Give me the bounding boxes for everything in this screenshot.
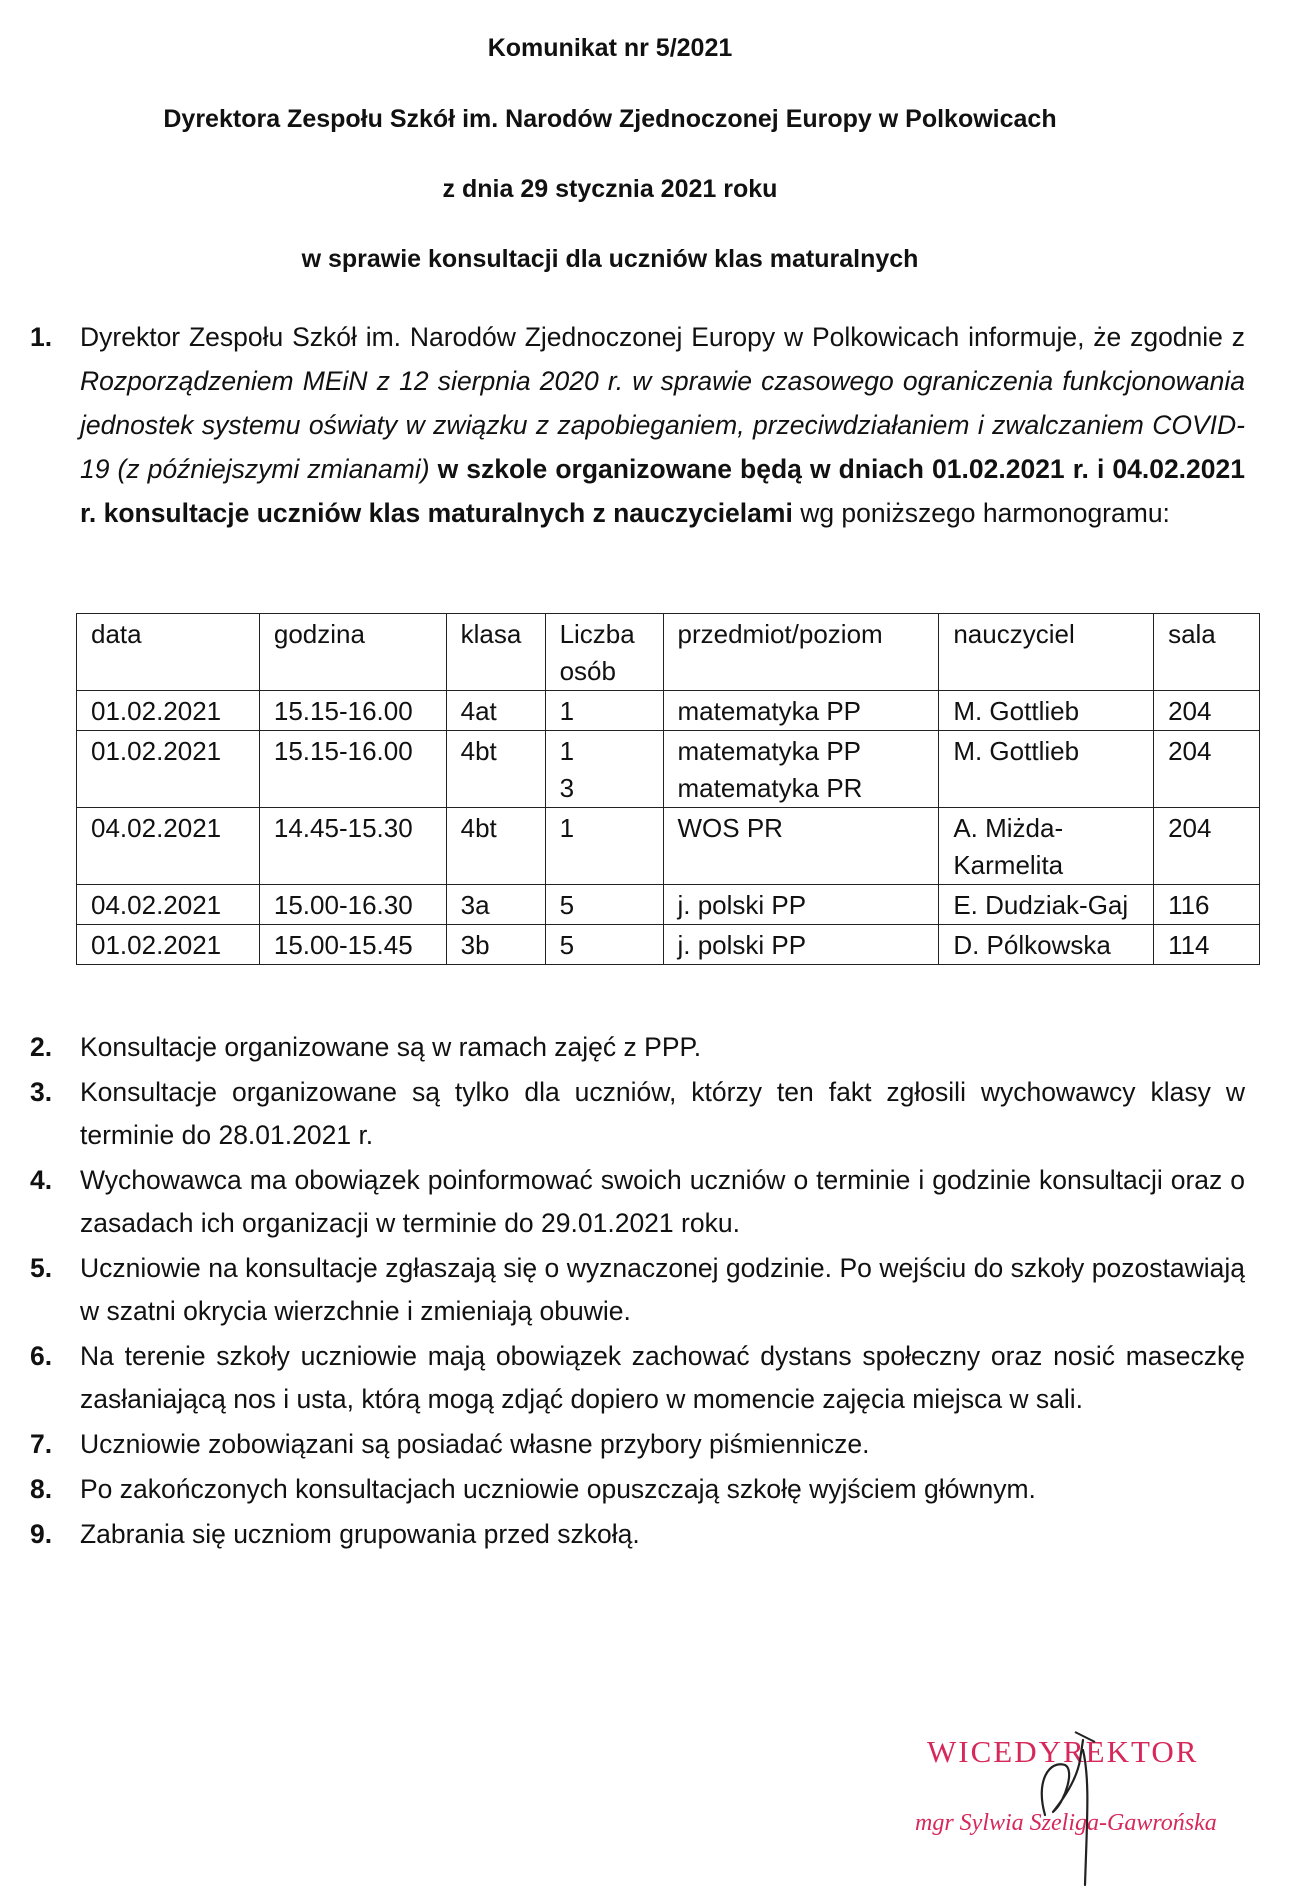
table-header-cell: Liczba osób xyxy=(545,614,663,691)
cell-przedmiot: j. polski PP xyxy=(663,885,939,925)
table-row xyxy=(77,808,1260,885)
table-header-cell: data xyxy=(77,614,260,691)
cell-klasa: 3a xyxy=(446,885,545,925)
cell-liczba: 1 xyxy=(545,691,663,731)
cell-liczba: 5 xyxy=(545,925,663,965)
cell-sala: 114 xyxy=(1154,925,1260,965)
cell-nauczyciel: A. Miżda- Karmelita xyxy=(939,808,1154,885)
list-item: 3. Konsultacje organizowane są tylko dla uczniów, którzy ten fakt zgłosili wychowawcy klasy w terminie do 28.01.2021 r. xyxy=(30,1077,1245,1150)
cell-przedmiot: matematyka PP matematyka PR xyxy=(663,731,939,808)
cell-sala: 204 xyxy=(1154,731,1260,808)
cell-sala: 204 xyxy=(1154,691,1260,731)
cell-przedmiot: j. polski PP xyxy=(663,925,939,965)
document-date: z dnia 29 stycznia 2021 roku xyxy=(442,175,778,203)
point-1 xyxy=(30,315,1245,535)
table-header-cell: klasa xyxy=(446,614,545,691)
table-header-cell: nauczyciel xyxy=(939,614,1154,691)
cell-data: 04.02.2021 xyxy=(77,885,260,925)
handwritten-signature-icon xyxy=(915,1720,1245,1890)
list-item: 2. Konsultacje organizowane są w ramach zajęć z PPP. xyxy=(30,1032,702,1062)
cell-klasa: 4bt xyxy=(446,731,545,808)
consultation-schedule-table xyxy=(76,613,1260,965)
point-text: Dyrektor Zespołu Szkół im. Narodów Zjednoczonej Europy w Polkowicach informuje, że zgodnie z Rozporządzeniem MEiN z 12 sierpnia 2020 r. w sprawie czasowego ograniczenia funkcjonowania jednostek systemu oświaty w związku z zapobieganiem, przeciwdziałaniem i zwalczaniem COVID-19 (z późniejszymi zmianami) w szkole organizowane będą w dniach 01.02.2021 r. i 04.02.2021 r. konsultacje uczniów klas maturalnych z nauczycielami wg poniższego harmonogramu: xyxy=(80,322,1245,528)
cell-liczba: 1 xyxy=(545,808,663,885)
table-row xyxy=(77,691,1260,731)
document-subject: w sprawie konsultacji dla uczniów klas maturalnych xyxy=(301,245,919,273)
signature-stamp xyxy=(915,1720,1245,1880)
table-header-cell: godzina xyxy=(259,614,446,691)
cell-godzina: 15.15-16.00 xyxy=(259,731,446,808)
cell-nauczyciel: D. Pólkowska xyxy=(939,925,1154,965)
cell-godzina: 14.45-15.30 xyxy=(259,808,446,885)
document-title: Komunikat nr 5/2021 xyxy=(487,34,733,62)
cell-przedmiot: WOS PR xyxy=(663,808,939,885)
cell-nauczyciel: M. Gottlieb xyxy=(939,731,1154,808)
table-header-row xyxy=(77,614,1260,691)
list-item: 8. Po zakończonych konsultacjach uczniowie opuszczają szkołę wyjściem głównym. xyxy=(30,1474,1036,1504)
list-item: 6. Na terenie szkoły uczniowie mają obowiązek zachować dystans społeczny oraz nosić maseczkę zasłaniającą nos i usta, którą mogą zdjąć dopiero w momencie zajęcia miejsca w sali. xyxy=(30,1341,1245,1414)
document-issuer: Dyrektora Zespołu Szkół im. Narodów Zjednoczonej Europy w Polkowicach xyxy=(163,105,1057,133)
cell-klasa: 4at xyxy=(446,691,545,731)
cell-data: 01.02.2021 xyxy=(77,925,260,965)
cell-godzina: 15.15-16.00 xyxy=(259,691,446,731)
cell-sala: 116 xyxy=(1154,885,1260,925)
cell-godzina: 15.00-16.30 xyxy=(259,885,446,925)
cell-liczba: 5 xyxy=(545,885,663,925)
cell-nauczyciel: M. Gottlieb xyxy=(939,691,1154,731)
list-item: 5. Uczniowie na konsultacje zgłaszają się o wyznaczonej godzinie. Po wejściu do szkoły pozostawiają w szatni okrycia wierzchnie i zmieniają obuwie. xyxy=(30,1253,1245,1326)
cell-sala: 204 xyxy=(1154,808,1260,885)
cell-data: 01.02.2021 xyxy=(77,731,260,808)
list-item: 7. Uczniowie zobowiązani są posiadać własne przybory piśmiennicze. xyxy=(30,1429,870,1459)
cell-godzina: 15.00-15.45 xyxy=(259,925,446,965)
cell-data: 04.02.2021 xyxy=(77,808,260,885)
table-header-cell: przedmiot/poziom xyxy=(663,614,939,691)
cell-klasa: 4bt xyxy=(446,808,545,885)
table-row xyxy=(77,885,1260,925)
cell-nauczyciel: E. Dudziak-Gaj xyxy=(939,885,1154,925)
cell-przedmiot: matematyka PP xyxy=(663,691,939,731)
stamp-name: mgr Sylwia Szeliga-Gawrońska xyxy=(915,1810,1217,1836)
table-header-cell: sala xyxy=(1154,614,1260,691)
table-row xyxy=(77,925,1260,965)
cell-klasa: 3b xyxy=(446,925,545,965)
stamp-title: WICEDYREKTOR xyxy=(927,1734,1199,1769)
table-row xyxy=(77,731,1260,808)
cell-data: 01.02.2021 xyxy=(77,691,260,731)
points-list xyxy=(30,1026,1245,1558)
point-number: 1. xyxy=(30,322,53,352)
list-item: 9. Zabrania się uczniom grupowania przed szkołą. xyxy=(30,1519,640,1549)
cell-liczba: 1 3 xyxy=(545,731,663,808)
list-item: 4. Wychowawca ma obowiązek poinformować swoich uczniów o terminie i godzinie konsultacji oraz o zasadach ich organizacji w terminie do 29.01.2021 roku. xyxy=(30,1165,1245,1238)
